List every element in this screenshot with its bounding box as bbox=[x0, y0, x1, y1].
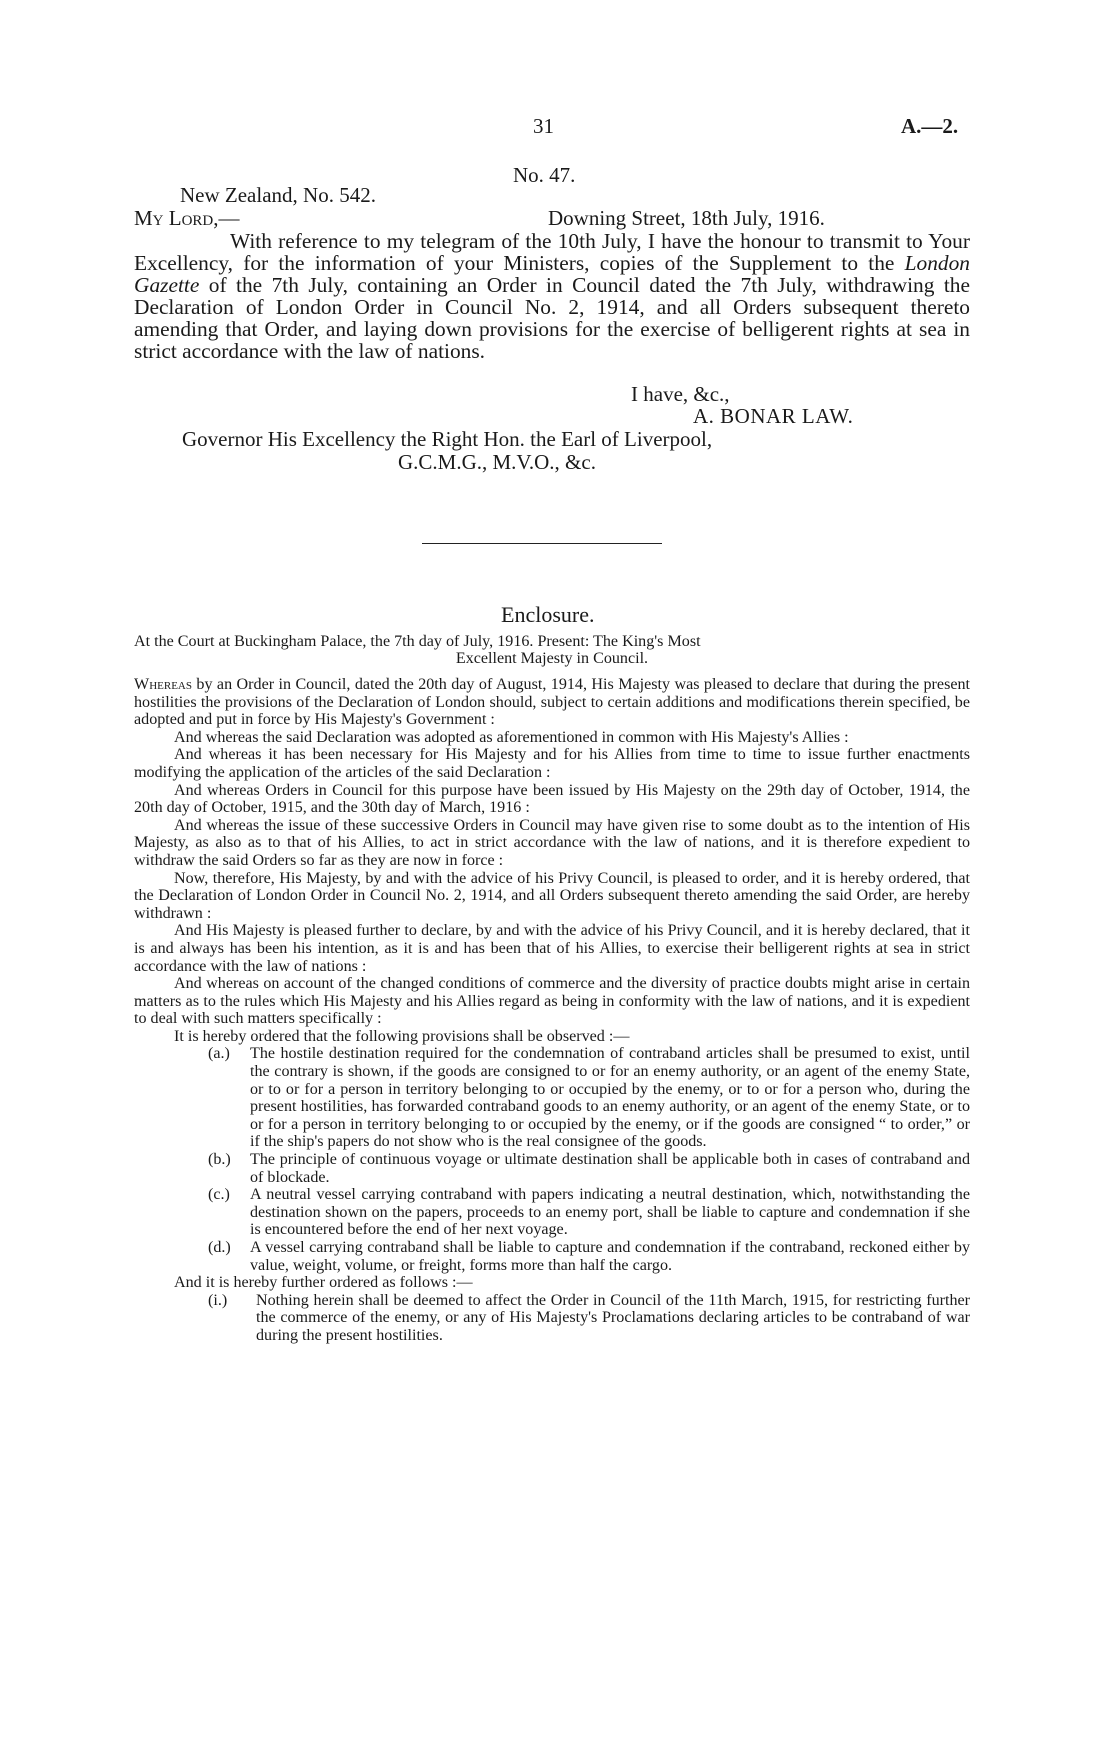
paragraph: And His Majesty is pleased further to declare, by and with the advice of his Privy Council, and it is hereby declared, that it is and always has been his intention, as it is and has been that of his Allies, to exercise their belligerent rights at sea in strict accordance with the law of nations : bbox=[134, 922, 970, 975]
item-text: The principle of continuous voyage or ultimate destination shall be applicable both in cases of contraband and of blockade. bbox=[250, 1151, 970, 1186]
addressee-line-2: G.C.M.G., M.V.O., &c. bbox=[398, 450, 596, 474]
list-item bbox=[208, 1239, 970, 1274]
item-label: (a.) bbox=[208, 1045, 230, 1063]
court-line-1: At the Court at Buckingham Palace, the 7th day of July, 1916. Present: The King's Most bbox=[134, 633, 701, 650]
paragraph-text: by an Order in Council, dated the 20th day of August, 1914, His Majesty was pleased to declare that during the present hostilities the provisions of the Declaration of London should, subject to certain additions and modifications therein specified, be adopted and put in force by His Majesty's Government : bbox=[134, 676, 970, 729]
provisions-list bbox=[134, 1045, 970, 1274]
item-label: (d.) bbox=[208, 1239, 231, 1256]
paragraph: And whereas the said Declaration was adopted as aforementioned in common with His Majesty's Allies : bbox=[174, 728, 849, 746]
further-intro: And it is hereby further ordered as follows :— bbox=[174, 1274, 473, 1292]
letter-body-text: With reference to my telegram of the 10th July, I have the honour to transmit to Your Excellency, for the information of your Ministers, copies of the Supplement to the bbox=[134, 229, 970, 275]
item-text: Nothing herein shall be deemed to affect the Order in Council of the 11th March, 1915, for restricting further the commerce of the enemy, or any of His Majesty's Proclamations declaring articles to be contraband of war during the present hostilities. bbox=[256, 1291, 970, 1344]
list-item bbox=[208, 1186, 970, 1239]
court-heading bbox=[134, 633, 970, 667]
signature: A. BONAR LAW. bbox=[693, 404, 854, 428]
letter-number: No. 47. bbox=[513, 163, 576, 187]
paragraph: And whereas Orders in Council for this purpose have been issued by His Majesty on the 29th day of October, 1914, the 20th day of October, 1915, and the 30th day of March, 1916 : bbox=[134, 781, 970, 817]
letter-body-text-cont: of the 7th July, containing an Order in Council dated the 7th July, withdrawing the Declaration of London Order in Council No. 2, 1914, and all Orders subsequent thereto amending that Order, and laying down provisions for the exercise of belligerent rights at sea in strict accordance with the law of nations. bbox=[134, 273, 970, 363]
dispatch-number: New Zealand, No. 542. bbox=[180, 183, 376, 207]
closing: I have, &c., bbox=[631, 382, 730, 406]
paragraph bbox=[134, 676, 970, 729]
section-divider bbox=[422, 543, 662, 544]
paragraph: Now, therefore, His Majesty, by and with the advice of his Privy Council, is pleased to order, and it is hereby ordered, that the Declaration of London Order in Council No. 2, 1914, and all Orders subsequent thereto amending the said Order, are hereby withdrawn : bbox=[134, 869, 970, 922]
gazette-title: London Gazette bbox=[134, 251, 970, 297]
list-item bbox=[208, 1292, 970, 1345]
further-provisions-list bbox=[134, 1292, 970, 1345]
addressee-line-1: Governor His Excellency the Right Hon. the Earl of Liverpool, bbox=[182, 427, 713, 451]
place-date: Downing Street, 18th July, 1916. bbox=[548, 206, 825, 230]
page-number: 31 bbox=[533, 114, 554, 138]
item-text: A vessel carrying contraband shall be liable to capture and condemnation if the contraband, reckoned either by value, weight, volume, or freight, forms more than half the cargo. bbox=[250, 1239, 970, 1274]
salutation: My Lord,— bbox=[134, 206, 240, 230]
paragraph: And whereas the issue of these successive Orders in Council may have given rise to some doubt as to the intention of His Majesty, as also as to that of his Allies, to act in strict accordance with the law of nations, and it is therefore expedient to withdraw the said Orders so far as they are now in force : bbox=[134, 816, 970, 869]
whereas-word: Whereas bbox=[134, 676, 192, 693]
enclosure-body bbox=[134, 676, 970, 1345]
court-line-2: Excellent Majesty in Council. bbox=[455, 650, 649, 667]
item-label: (c.) bbox=[208, 1186, 230, 1204]
item-text: A neutral vessel carrying contraband with papers indicating a neutral destination, which, notwithstanding the destination shown on the papers, proceeds to an enemy port, shall be liable to capture and condemnation if she is encountered before the end of her next voyage. bbox=[250, 1186, 970, 1239]
ordered-intro: It is hereby ordered that the following provisions shall be observed :— bbox=[174, 1027, 630, 1045]
item-label: (i.) bbox=[208, 1291, 228, 1309]
paragraph: And whereas on account of the changed conditions of commerce and the diversity of practice doubts might arise in certain matters as to the rules which His Majesty and his Allies regard as being in conformity with the law of nations, and it is expedient to deal with such matters specifically : bbox=[134, 975, 970, 1028]
item-text: The hostile destination required for the condemnation of contraband articles shall be presumed to exist, until the contrary is shown, if the goods are consigned to or for an enemy authority, or an agent of the enemy State, or to or for a person in territory belonging to or occupied by the enemy, or to or for a person who, during the present hostilities, has forwarded contraband goods to an enemy authority, or an agent of the enemy State, or to or for a person in territory belonging to or occupied by the enemy, or if the goods are consigned “ to order,” or if the ship's papers do not show who is the real consignee of the goods. bbox=[250, 1045, 970, 1151]
item-label: (b.) bbox=[208, 1151, 231, 1169]
list-item bbox=[208, 1045, 970, 1151]
paragraph: And whereas it has been necessary for His Majesty and for his Allies from time to time to issue further enactments modifying the application of the articles of the said Declaration : bbox=[134, 746, 970, 781]
list-item bbox=[208, 1151, 970, 1186]
letter-body bbox=[134, 230, 970, 362]
paper-reference: A.—2. bbox=[901, 114, 959, 138]
enclosure-heading: Enclosure. bbox=[501, 602, 595, 627]
